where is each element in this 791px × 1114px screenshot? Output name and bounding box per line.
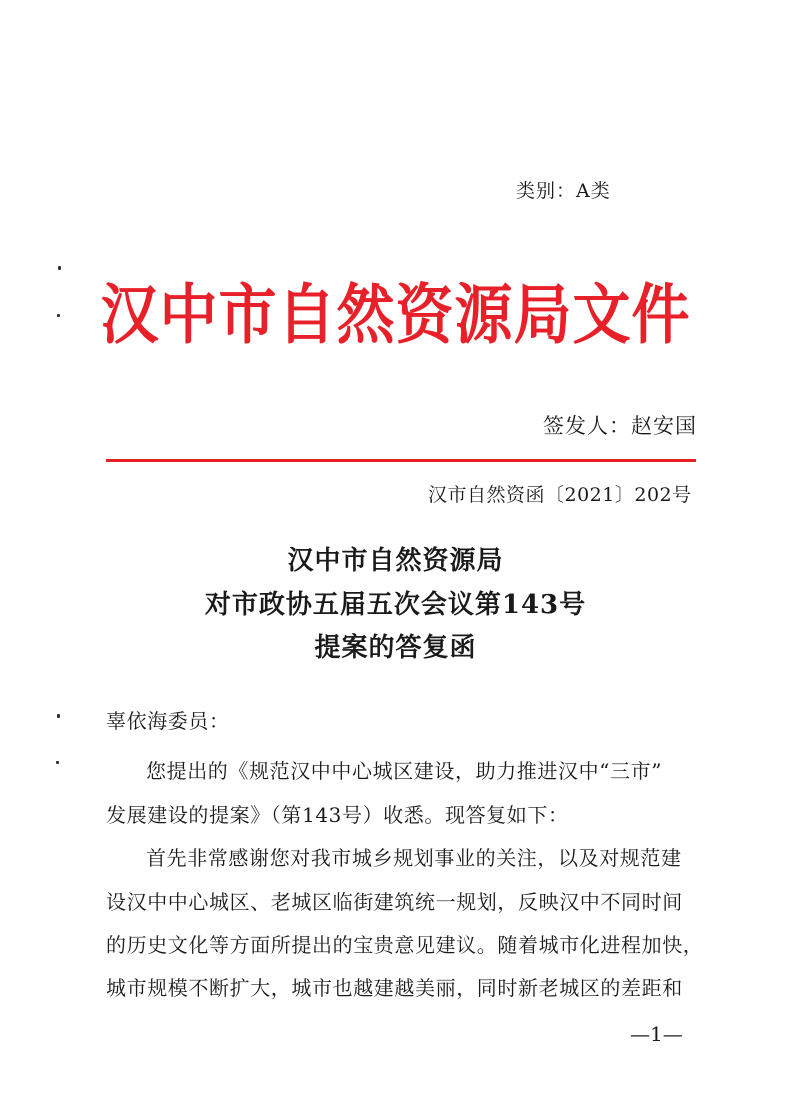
- subject-line-2: 对市政协五届五次会议第143号: [204, 590, 587, 620]
- page-number: —1—: [630, 1022, 683, 1046]
- document-category: 类别：A类: [516, 180, 611, 202]
- document-number: 汉市自然资函〔2021〕202号: [428, 484, 692, 506]
- paragraph-line: 您提出的《规范汉中中心城区建设，助力推进汉中“三市”: [146, 759, 663, 783]
- salutation: 辜依海委员：: [106, 709, 230, 733]
- paragraph-line: 城市规模不断扩大，城市也越建越美丽，同时新老城区的差距和: [106, 976, 683, 1000]
- paragraph-line: 发展建设的提案》（第143号）收悉。现答复如下：: [106, 803, 569, 827]
- paragraph-line: 的历史文化等方面所提出的宝贵意见建议。随着城市化进程加快，: [106, 933, 704, 957]
- paragraph-line: 首先非常感谢您对我市城乡规划事业的关注，以及对规范建: [146, 846, 682, 870]
- red-divider-line: [106, 459, 696, 462]
- subject-line-3: 提案的答复函: [314, 633, 477, 663]
- agency-header-title: 汉中市自然资源局文件: [100, 276, 691, 353]
- scan-speck: [58, 266, 61, 270]
- scan-speck: [56, 761, 59, 764]
- subject-line-1: 汉中市自然资源局: [287, 546, 504, 576]
- paragraph-line: 设汉中中心城区、老城区临街建筑统一规划，反映汉中不同时间: [106, 890, 683, 914]
- signer-line: 签发人：赵安国: [543, 414, 697, 438]
- scan-speck: [57, 314, 60, 317]
- scan-speck: [57, 714, 60, 718]
